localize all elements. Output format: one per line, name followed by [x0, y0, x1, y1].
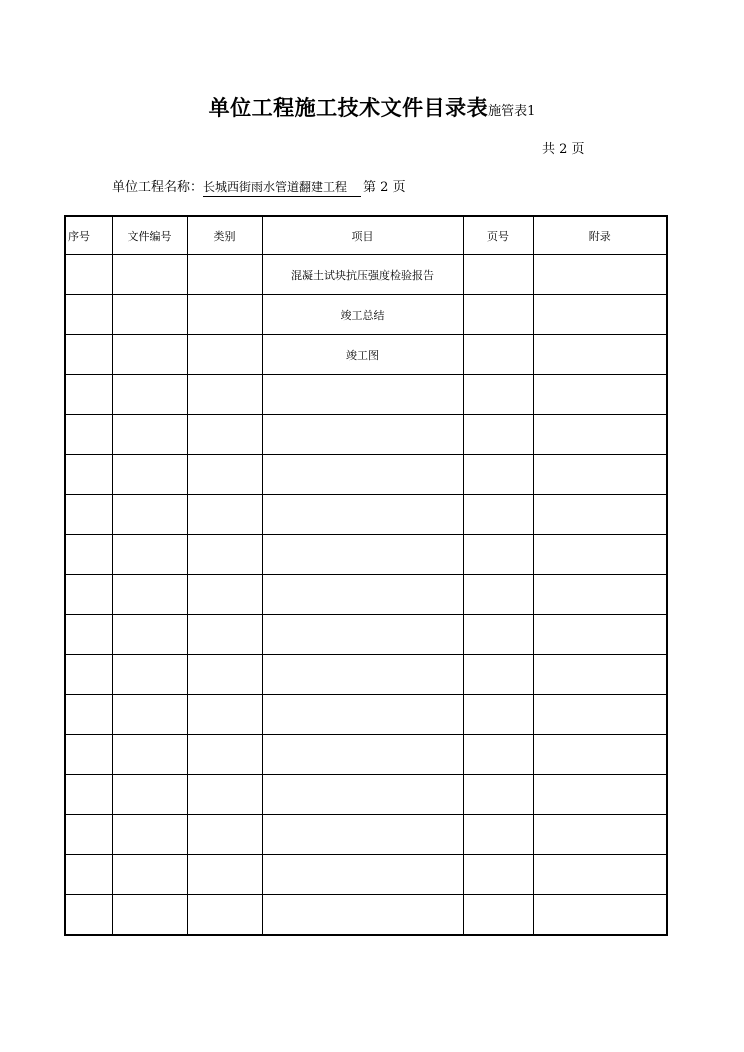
cell-page-number [463, 495, 533, 535]
table-row [65, 575, 667, 615]
cell-item [262, 495, 463, 535]
cell-item [262, 455, 463, 495]
cell-appendix [533, 255, 667, 295]
cell-appendix [533, 895, 667, 936]
column-header-category: 类别 [187, 216, 262, 255]
cell-page-number [463, 455, 533, 495]
table-row [65, 375, 667, 415]
cell-file-number [112, 815, 187, 855]
cell-appendix [533, 615, 667, 655]
cell-file-number [112, 775, 187, 815]
cell-page-number [463, 295, 533, 335]
cell-file-number [112, 855, 187, 895]
cell-file-number [112, 895, 187, 936]
cell-appendix [533, 775, 667, 815]
cell-page-number [463, 855, 533, 895]
cell-seq [65, 415, 112, 455]
cell-item [262, 855, 463, 895]
table-row [65, 495, 667, 535]
document-title: 单位工程施工技术文件目录表 [208, 96, 489, 120]
cell-seq [65, 295, 112, 335]
cell-file-number [112, 495, 187, 535]
cell-file-number [112, 255, 187, 295]
table-row [65, 455, 667, 495]
cell-file-number [112, 415, 187, 455]
cell-page-number [463, 575, 533, 615]
cell-page-number [463, 415, 533, 455]
project-label: 单位工程名称： [112, 180, 204, 195]
cell-appendix [533, 815, 667, 855]
cell-file-number [112, 335, 187, 375]
column-header-file-number: 文件编号 [112, 216, 187, 255]
cell-page-number [463, 335, 533, 375]
cell-category [187, 495, 262, 535]
column-header-appendix: 附录 [533, 216, 667, 255]
cell-category [187, 615, 262, 655]
table-row [65, 895, 667, 936]
cell-category [187, 895, 262, 936]
cell-page-number [463, 895, 533, 936]
cell-seq [65, 735, 112, 775]
cell-item [262, 895, 463, 936]
cell-seq [65, 895, 112, 936]
cell-appendix [533, 735, 667, 775]
catalog-table [64, 215, 668, 936]
cell-page-number [463, 255, 533, 295]
cell-category [187, 335, 262, 375]
document-title-row [0, 92, 744, 122]
page-number: 第 2 页 [363, 180, 406, 195]
cell-item [262, 775, 463, 815]
cell-appendix [533, 455, 667, 495]
total-pages: 共 2 页 [542, 142, 585, 157]
cell-category [187, 575, 262, 615]
cell-page-number [463, 535, 533, 575]
cell-category [187, 375, 262, 415]
cell-file-number [112, 535, 187, 575]
cell-category [187, 415, 262, 455]
cell-category [187, 455, 262, 495]
cell-category [187, 815, 262, 855]
cell-category [187, 695, 262, 735]
form-code: 施管表1 [488, 104, 536, 119]
cell-file-number [112, 735, 187, 775]
cell-appendix [533, 495, 667, 535]
cell-category [187, 535, 262, 575]
table-row [65, 775, 667, 815]
cell-appendix [533, 575, 667, 615]
cell-appendix [533, 695, 667, 735]
cell-appendix [533, 375, 667, 415]
cell-seq [65, 255, 112, 295]
cell-page-number [463, 735, 533, 775]
cell-item [262, 735, 463, 775]
cell-seq [65, 855, 112, 895]
cell-seq [65, 575, 112, 615]
cell-appendix [533, 535, 667, 575]
cell-appendix [533, 655, 667, 695]
table-row [65, 615, 667, 655]
cell-page-number [463, 375, 533, 415]
cell-seq [65, 495, 112, 535]
cell-file-number [112, 695, 187, 735]
cell-item [262, 575, 463, 615]
cell-item [262, 655, 463, 695]
cell-page-number [463, 695, 533, 735]
project-info-row [112, 176, 406, 197]
cell-item [262, 695, 463, 735]
column-header-page-number: 页号 [463, 216, 533, 255]
cell-seq [65, 775, 112, 815]
table-row [65, 655, 667, 695]
table-row [65, 735, 667, 775]
cell-seq [65, 815, 112, 855]
cell-item: 竣工总结 [262, 295, 463, 335]
table-row [65, 295, 667, 335]
cell-category [187, 855, 262, 895]
cell-category [187, 655, 262, 695]
cell-file-number [112, 295, 187, 335]
column-header-item: 项目 [262, 216, 463, 255]
cell-file-number [112, 575, 187, 615]
cell-seq [65, 535, 112, 575]
cell-category [187, 295, 262, 335]
cell-seq [65, 655, 112, 695]
cell-page-number [463, 655, 533, 695]
cell-seq [65, 615, 112, 655]
cell-seq [65, 335, 112, 375]
cell-seq [65, 455, 112, 495]
cell-item: 竣工图 [262, 335, 463, 375]
table-row [65, 415, 667, 455]
cell-item [262, 375, 463, 415]
table-row [65, 255, 667, 295]
cell-file-number [112, 455, 187, 495]
cell-page-number [463, 775, 533, 815]
cell-file-number [112, 655, 187, 695]
cell-seq [65, 695, 112, 735]
cell-category [187, 735, 262, 775]
cell-item [262, 815, 463, 855]
cell-page-number [463, 615, 533, 655]
cell-appendix [533, 415, 667, 455]
cell-category [187, 775, 262, 815]
catalog-table-body [65, 255, 667, 936]
table-row [65, 335, 667, 375]
cell-page-number [463, 815, 533, 855]
cell-appendix [533, 295, 667, 335]
column-header-seq: 序号 [65, 216, 112, 255]
cell-item [262, 535, 463, 575]
table-row [65, 855, 667, 895]
cell-appendix [533, 855, 667, 895]
cell-item: 混凝土试块抗压强度检验报告 [262, 255, 463, 295]
cell-file-number [112, 375, 187, 415]
cell-appendix [533, 335, 667, 375]
cell-category [187, 255, 262, 295]
project-name: 长城西街雨水管道翻建工程 [203, 178, 361, 197]
cell-file-number [112, 615, 187, 655]
table-row [65, 815, 667, 855]
cell-item [262, 615, 463, 655]
table-row [65, 535, 667, 575]
cell-seq [65, 375, 112, 415]
table-row [65, 695, 667, 735]
cell-item [262, 415, 463, 455]
table-header-row [65, 216, 667, 255]
